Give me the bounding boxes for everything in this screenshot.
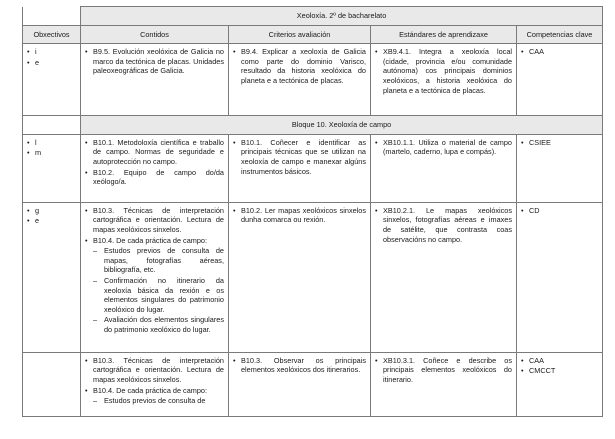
objective-item: • g	[27, 206, 76, 216]
column-header-contents: Contidos	[81, 25, 229, 44]
content-item: • B10.2. Equipo de campo do/da xeólogo/a.	[85, 168, 224, 187]
content-subitem: – Estudos previos de consulta de	[93, 396, 224, 406]
objective-item: • l	[27, 138, 76, 148]
standards-cell	[371, 352, 517, 416]
table-row	[23, 134, 603, 202]
competence-item: • CAA	[521, 356, 598, 366]
table-row	[23, 202, 603, 352]
competences-cell	[517, 352, 603, 416]
content-item: • B10.3. Técnicas de interpretación cartográfica e orientación. Lectura de mapas xeolóxicos sinxelos.	[85, 206, 224, 235]
criteria-item: • B10.3. Observar os principais elementos xeolóxicos dos itinerarios.	[233, 356, 366, 375]
criteria-item: • B10.1. Coñecer e identificar as principais técnicas que se utilizan na xeoloxía de campo e manexar algúns instrumentos básicos.	[233, 138, 366, 176]
objectives-cell	[23, 44, 81, 116]
content-item-text: B10.4. De cada práctica de campo:	[93, 385, 207, 395]
content-subitem: – Avaliación dos elementos singulares do patrimonio xeolóxico do lugar.	[93, 315, 224, 334]
column-header-competences: Competencias clave	[517, 25, 603, 44]
standard-item: • XB9.4.1. Integra a xeoloxía local (cidade, provincia e/ou comunidade autónoma) cos principais dominios xeolóxicos, a historia xeolóxica do planeta e a tectónica de placas.	[375, 47, 512, 95]
competence-item: • CAA	[521, 47, 598, 57]
title-spacer	[23, 7, 81, 26]
objective-item: • m	[27, 148, 76, 158]
content-item-text: B10.4. De cada práctica de campo:	[93, 235, 207, 245]
block-spacer	[23, 116, 81, 135]
content-item: • B10.3. Técnicas de interpretación cartográfica e orientación. Lectura de mapas xeolóxicos sinxelos.	[85, 356, 224, 385]
standard-item: • XB10.2.1. Le mapas xeolóxicos sinxelos, fotografías aéreas e imaxes de satélite, que contrasta coas observacións no campo.	[375, 206, 512, 244]
content-item	[85, 236, 224, 335]
contents-cell	[81, 44, 229, 116]
objective-item: • e	[27, 216, 76, 226]
table-title: Xeoloxía. 2º de bacharelato	[81, 7, 603, 26]
contents-cell	[81, 352, 229, 416]
content-subitem: – Estudos previos de consulta de mapas, fotografías aéreas, bibliografía, etc.	[93, 246, 224, 275]
table-row	[23, 44, 603, 116]
content-item: • B10.1. Metodoloxía científica e traballo de campo. Normas de seguridade e autoprotección no campo.	[85, 138, 224, 167]
block-title: Bloque 10. Xeoloxía de campo	[81, 116, 603, 135]
criteria-item: • B10.2. Ler mapas xeolóxicos sinxelos dunha comarca ou rexión.	[233, 206, 366, 225]
competence-item: • CSIEE	[521, 138, 598, 148]
standard-item: • XB10.1.1. Utiliza o material de campo (martelo, caderno, lupa e compás).	[375, 138, 512, 157]
criteria-item: • B9.4. Explicar a xeoloxía de Galicia como parte do dominio Varisco, resultado da historia xeolóxica do planeta e a tectónica de placas.	[233, 47, 366, 85]
competences-cell	[517, 44, 603, 116]
objective-item: • e	[27, 58, 76, 68]
content-item	[85, 386, 224, 406]
objectives-cell	[23, 202, 81, 352]
criteria-cell	[229, 44, 371, 116]
column-header-standards: Estándares de aprendizaxe	[371, 25, 517, 44]
criteria-cell	[229, 202, 371, 352]
standard-item: • XB10.3.1. Coñece e describe os principais elementos xeolóxicos do itinerario.	[375, 356, 512, 385]
criteria-cell	[229, 134, 371, 202]
competence-item: • CD	[521, 206, 598, 216]
objective-item: • i	[27, 47, 76, 57]
content-item: • B9.5. Evolución xeolóxica de Galicia no marco da tectónica de placas. Unidades paleoxeográficas de Galicia.	[85, 47, 224, 76]
curriculum-table	[22, 6, 603, 417]
standards-cell	[371, 202, 517, 352]
column-header-criteria: Criterios avaliación	[229, 25, 371, 44]
column-header-objectives: Obxectivos	[23, 25, 81, 44]
table-row	[23, 352, 603, 416]
standards-cell	[371, 44, 517, 116]
competences-cell	[517, 202, 603, 352]
competence-item: • CMCCT	[521, 366, 598, 376]
content-subitem: – Confirmación no itinerario da xeoloxía básica da rexión e os elementos singulares do patrimonio xeolóxico do lugar.	[93, 276, 224, 314]
objectives-cell	[23, 352, 81, 416]
criteria-cell	[229, 352, 371, 416]
contents-cell	[81, 202, 229, 352]
objectives-cell	[23, 134, 81, 202]
competences-cell	[517, 134, 603, 202]
contents-cell	[81, 134, 229, 202]
standards-cell	[371, 134, 517, 202]
